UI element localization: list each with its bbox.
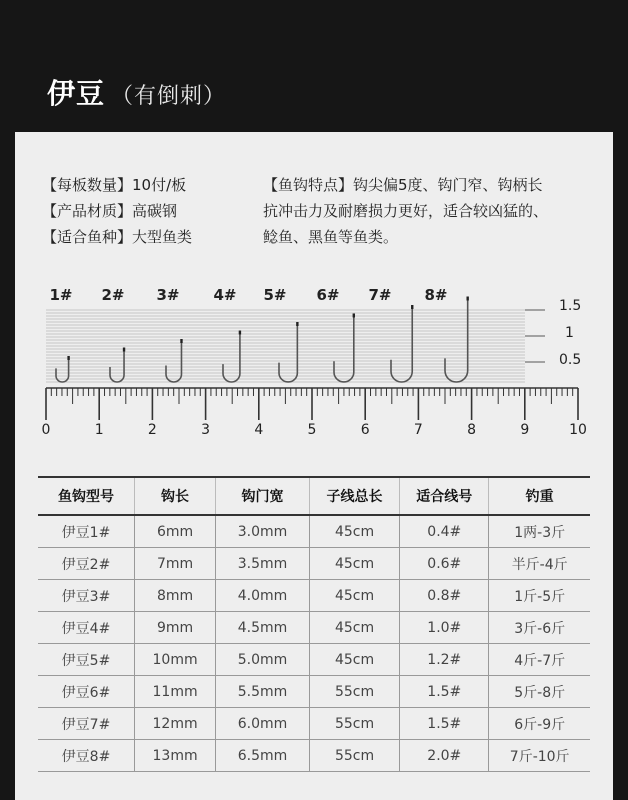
table-row — [38, 708, 590, 740]
info-material: 【产品材质】高碳钢 — [42, 202, 178, 220]
spec-info-left — [42, 172, 192, 250]
cell-fish-weight: 半斤-4斤 — [489, 548, 590, 580]
hook-size-label: 3# — [156, 286, 180, 304]
cell-line-size: 0.6# — [400, 548, 489, 580]
cell-gap-width: 3.5mm — [216, 548, 310, 580]
table-row — [38, 740, 590, 772]
cell-model: 伊豆4# — [38, 612, 134, 644]
cell-fish-weight: 5斤-8斤 — [489, 676, 590, 708]
info-features-1: 【鱼钩特点】钩尖偏5度、钩门窄、钩柄长 — [263, 176, 543, 194]
header-model: 鱼钩型号 — [38, 477, 134, 515]
ruler-number: 7 — [413, 422, 423, 438]
ruler-number: 9 — [520, 422, 530, 438]
cell-model: 伊豆6# — [38, 676, 134, 708]
cell-line-size: 0.8# — [400, 580, 489, 612]
cell-leader-length: 55cm — [309, 676, 399, 708]
ruler-number: 3 — [201, 422, 211, 438]
cell-fish-weight: 1斤-5斤 — [489, 580, 590, 612]
page-title — [47, 72, 226, 112]
cell-leader-length: 45cm — [309, 644, 399, 676]
table-row — [38, 548, 590, 580]
cell-fish-weight: 3斤-6斤 — [489, 612, 590, 644]
ruler-number: 6 — [360, 422, 370, 438]
cell-model: 伊豆8# — [38, 740, 134, 772]
cell-hook-length: 13mm — [134, 740, 215, 772]
cell-hook-length: 7mm — [134, 548, 215, 580]
cell-gap-width: 6.0mm — [216, 708, 310, 740]
cell-hook-length: 8mm — [134, 580, 215, 612]
fish-hook-icon — [334, 318, 354, 382]
cell-fish-weight: 1两-3斤 — [489, 515, 590, 548]
spec-table — [38, 476, 590, 772]
scale-value-label: 1.5 — [559, 298, 582, 314]
cell-model: 伊豆7# — [38, 708, 134, 740]
cell-leader-length: 55cm — [309, 708, 399, 740]
spec-info-right — [263, 172, 593, 250]
cell-model: 伊豆3# — [38, 580, 134, 612]
cell-hook-length: 10mm — [134, 644, 215, 676]
scale-value-label: 1 — [565, 325, 574, 341]
cell-gap-width: 3.0mm — [216, 515, 310, 548]
cell-model: 伊豆5# — [38, 644, 134, 676]
cell-leader-length: 45cm — [309, 612, 399, 644]
cell-fish-weight: 4斤-7斤 — [489, 644, 590, 676]
ruler-number: 8 — [467, 422, 477, 438]
info-quantity: 【每板数量】10付/板 — [42, 176, 187, 194]
cell-model: 伊豆1# — [38, 515, 134, 548]
cell-line-size: 1.2# — [400, 644, 489, 676]
ruler-number: 2 — [147, 422, 157, 438]
hook-size-ruler — [15, 282, 613, 452]
cell-gap-width: 5.5mm — [216, 676, 310, 708]
ruler-number: 1 — [94, 422, 104, 438]
hook-size-label: 1# — [49, 286, 73, 304]
header-line-size: 适合线号 — [400, 477, 489, 515]
header-gap-width: 钩门宽 — [216, 477, 310, 515]
cell-hook-length: 6mm — [134, 515, 215, 548]
cell-gap-width: 5.0mm — [216, 644, 310, 676]
title-subtitle: （有倒刺） — [111, 84, 227, 109]
cell-gap-width: 4.0mm — [216, 580, 310, 612]
table-row — [38, 580, 590, 612]
ruler-number: 4 — [254, 422, 264, 438]
hook-size-label: 4# — [213, 286, 237, 304]
header-fish-weight: 钓重 — [489, 477, 590, 515]
info-fish-species: 【适合鱼种】大型鱼类 — [42, 228, 193, 246]
cell-leader-length: 45cm — [309, 548, 399, 580]
cell-hook-length: 11mm — [134, 676, 215, 708]
scale-value-label: 0.5 — [559, 352, 582, 368]
ruler-number: 5 — [307, 422, 317, 438]
cell-line-size: 1.5# — [400, 708, 489, 740]
ruler-number: 0 — [41, 422, 51, 438]
hook-size-label: 5# — [263, 286, 287, 304]
cell-gap-width: 6.5mm — [216, 740, 310, 772]
cell-leader-length: 55cm — [309, 740, 399, 772]
header-leader-length: 子线总长 — [309, 477, 399, 515]
hook-size-label: 6# — [316, 286, 340, 304]
table-row — [38, 612, 590, 644]
hook-size-label: 2# — [101, 286, 125, 304]
table-row — [38, 515, 590, 548]
cell-fish-weight: 6斤-9斤 — [489, 708, 590, 740]
cell-line-size: 2.0# — [400, 740, 489, 772]
title-main: 伊豆 — [47, 77, 106, 110]
cell-leader-length: 45cm — [309, 580, 399, 612]
cell-gap-width: 4.5mm — [216, 612, 310, 644]
cell-leader-length: 45cm — [309, 515, 399, 548]
cell-hook-length: 9mm — [134, 612, 215, 644]
cell-fish-weight: 7斤-10斤 — [489, 740, 590, 772]
cell-hook-length: 12mm — [134, 708, 215, 740]
cell-model: 伊豆2# — [38, 548, 134, 580]
table-row — [38, 644, 590, 676]
ruler-number: 10 — [569, 422, 587, 438]
hook-size-label: 7# — [368, 286, 392, 304]
cell-line-size: 0.4# — [400, 515, 489, 548]
header-hook-length: 钩长 — [134, 477, 215, 515]
info-features-3: 鲶鱼、黑鱼等鱼类。 — [263, 228, 399, 246]
table-header-row — [38, 477, 590, 515]
cell-line-size: 1.0# — [400, 612, 489, 644]
hook-size-label: 8# — [424, 286, 448, 304]
info-features-2: 抗冲击力及耐磨损力更好，适合较凶猛的、 — [263, 202, 549, 220]
cell-line-size: 1.5# — [400, 676, 489, 708]
header — [0, 0, 628, 132]
table-row — [38, 676, 590, 708]
content-panel — [15, 132, 613, 800]
